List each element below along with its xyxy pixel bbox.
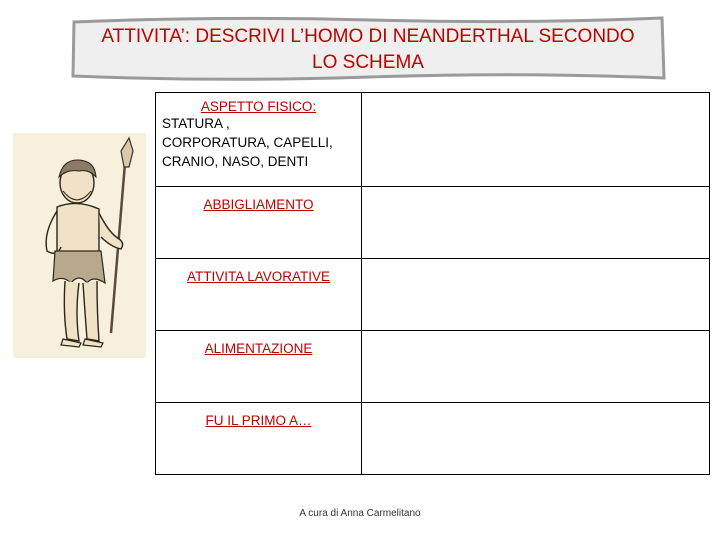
- schema-row-attivita-lavorative: [156, 259, 710, 331]
- neanderthal-figure-icon: [13, 133, 146, 358]
- neanderthal-illustration: [13, 133, 146, 358]
- schema-row-fu-il-primo: [156, 403, 710, 475]
- schema-label-abbigliamento: ABBIGLIAMENTO: [203, 197, 314, 212]
- detail-line: CRANIO, NASO, DENTI: [162, 154, 309, 169]
- schema-answer-cell[interactable]: [362, 93, 710, 187]
- schema-label-aspetto-fisico: ASPETTO FISICO:: [200, 99, 317, 114]
- description-schema: [155, 92, 710, 475]
- schema-label-cell: [156, 187, 362, 259]
- schema-label-cell: [156, 93, 362, 187]
- detail-line: CORPORATURA, CAPELLI,: [162, 135, 333, 150]
- title-banner: [70, 16, 666, 82]
- schema-label-cell: [156, 403, 362, 475]
- schema-label-cell: [156, 331, 362, 403]
- schema-row-abbigliamento: [156, 187, 710, 259]
- schema-answer-cell[interactable]: [362, 403, 710, 475]
- footer-credit: A cura di Anna Carmelitano: [299, 508, 421, 519]
- schema-label-fu-il-primo: FU IL PRIMO A…: [205, 413, 312, 428]
- schema-label-alimentazione: ALIMENTAZIONE: [204, 341, 313, 356]
- schema-answer-cell[interactable]: [362, 331, 710, 403]
- schema-row-alimentazione: [156, 331, 710, 403]
- schema-answer-cell[interactable]: [362, 259, 710, 331]
- schema-label-attivita-lavorative: ATTIVITA LAVORATIVE: [186, 269, 331, 284]
- schema-row-aspetto-fisico: [156, 93, 710, 187]
- schema-label-details: [156, 114, 361, 171]
- schema-answer-cell[interactable]: [362, 187, 710, 259]
- schema-label-cell: [156, 259, 362, 331]
- title-line-2: LO SCHEMA: [312, 52, 424, 73]
- page-title: [70, 24, 666, 76]
- detail-line: STATURA ,: [162, 116, 230, 131]
- title-line-1: ATTIVITA’: DESCRIVI L’HOMO DI NEANDERTHAL SECONDO: [101, 26, 635, 47]
